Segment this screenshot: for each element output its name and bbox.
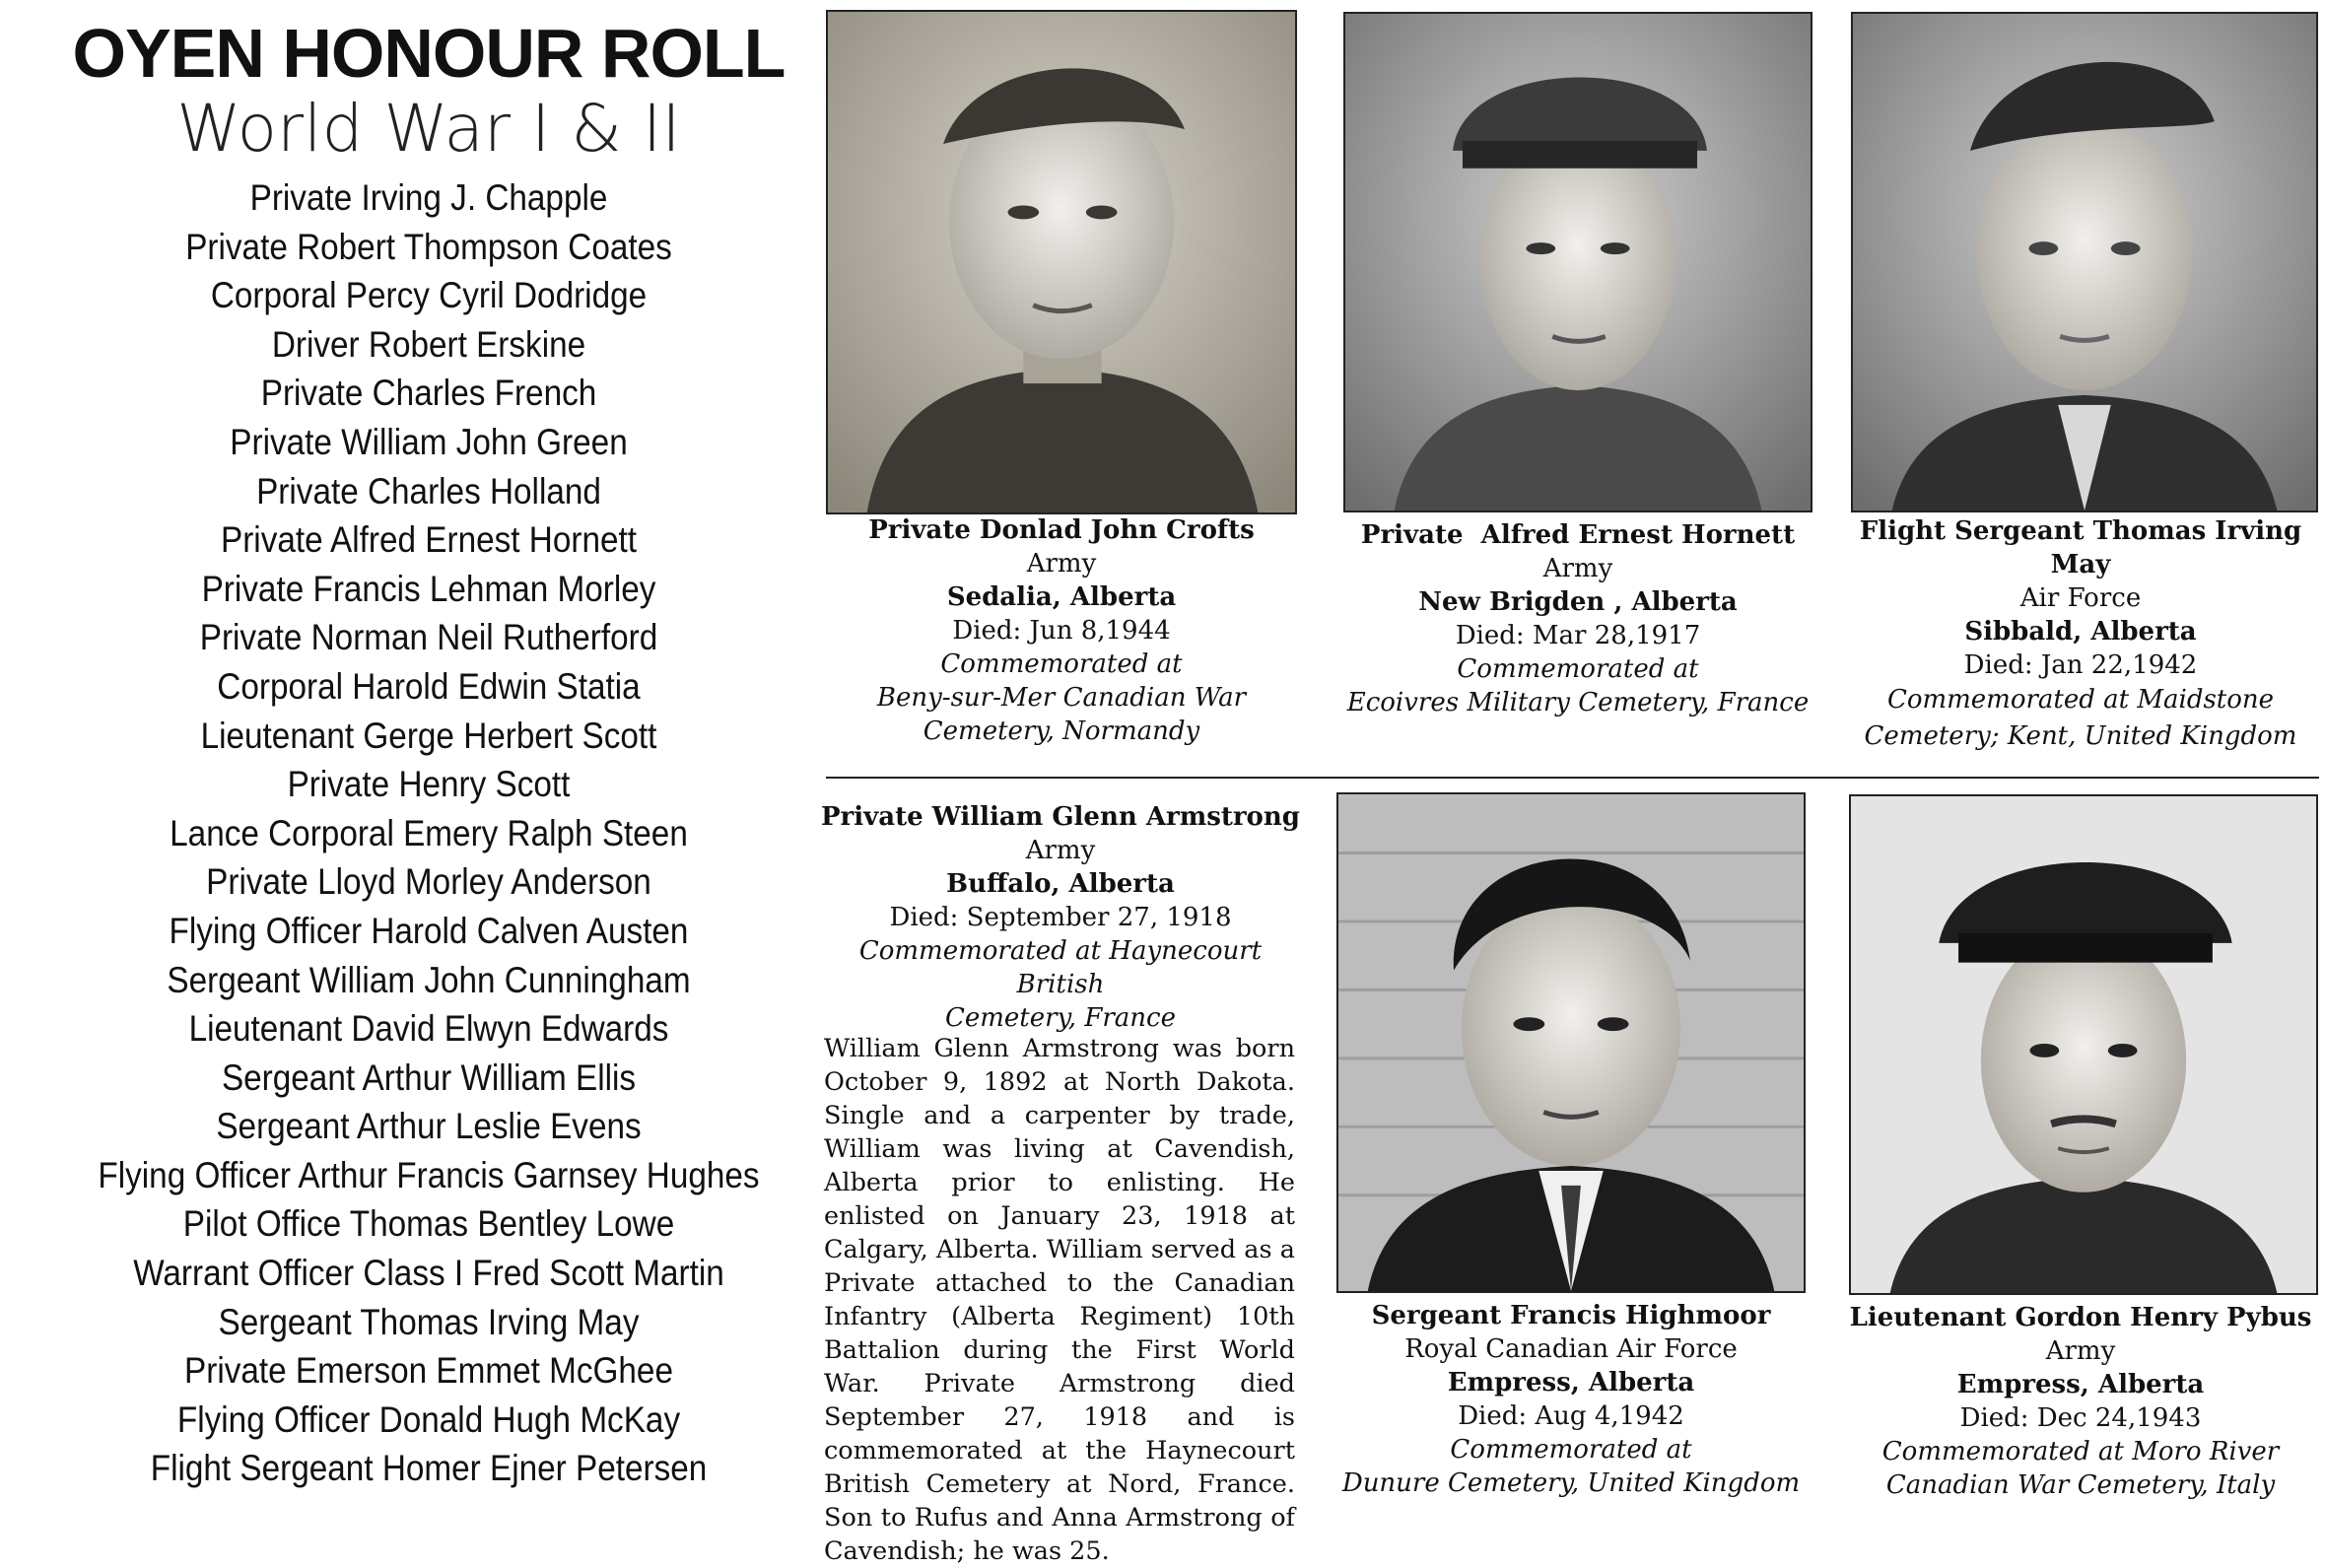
service-branch: Army: [1026, 549, 1097, 579]
hometown: Buffalo, Alberta: [946, 869, 1175, 899]
service-branch: Royal Canadian Air Force: [1404, 1334, 1738, 1364]
death-date: Died: Dec 24,1943: [1959, 1403, 2202, 1433]
list-item: Private Lloyd Morley Anderson: [206, 861, 651, 903]
commemoration: Dunure Cemetery, United Kingdom: [1341, 1468, 1801, 1498]
portrait-crofts: [826, 10, 1297, 514]
list-item: Lieutenant David Elwyn Edwards: [188, 1008, 669, 1050]
portrait-pybus: [1849, 794, 2318, 1295]
list-item: Private Henry Scott: [287, 764, 571, 805]
list-item: Sergeant Thomas Irving May: [218, 1301, 640, 1342]
list-item: Corporal Harold Edwin Statia: [217, 665, 641, 707]
commemoration: Cemetery, Normandy: [923, 716, 1200, 746]
honour-roll-list: [0, 173, 857, 1493]
soldier-name: Private Donlad John Crofts: [868, 515, 1255, 545]
soldier-name: Private Alfred Ernest Hornett: [1360, 520, 1796, 550]
soldier-name: Sergeant Francis Highmoor: [1371, 1301, 1771, 1330]
list-item: Private Alfred Ernest Hornett: [220, 519, 637, 561]
honour-roll-column: [0, 0, 857, 1513]
hometown: New Brigden , Alberta: [1418, 587, 1738, 617]
hometown: Sibbald, Alberta: [1964, 617, 2197, 647]
page-title: OYEN HONOUR ROLL: [72, 15, 786, 92]
death-date: Died: September 27, 1918: [889, 903, 1232, 932]
portrait-hornett: [1343, 12, 1812, 512]
commemoration: Commemorated at: [940, 649, 1183, 679]
death-date: Died: Aug 4,1942: [1458, 1401, 1684, 1431]
death-date: Died: Mar 28,1917: [1455, 621, 1701, 650]
service-branch: Army: [1542, 554, 1613, 583]
service-branch: Army: [1025, 836, 1096, 865]
list-item: Flying Officer Donald Hugh McKay: [176, 1398, 681, 1440]
commemoration: Commemorated at Maidstone: [1886, 685, 2275, 715]
commemoration: Cemetery, France: [944, 1003, 1176, 1033]
page-subtitle: World War I & II: [176, 91, 681, 167]
caption-highmoor: [1321, 1299, 1821, 1500]
list-item: Flight Sergeant Homer Ejner Petersen: [150, 1448, 708, 1489]
caption-pybus: [1839, 1301, 2322, 1502]
list-item: Sergeant Arthur William Ellis: [221, 1057, 637, 1098]
section-divider: [826, 777, 2319, 779]
service-branch: Air Force: [2019, 583, 2142, 613]
list-item: Corporal Percy Cyril Dodridge: [210, 275, 648, 316]
commemoration: Commemorated at Moro River: [1881, 1437, 2280, 1466]
soldier-name: Flight Sergeant Thomas Irving May: [1859, 516, 2302, 579]
hometown: Sedalia, Alberta: [946, 582, 1177, 612]
list-item: Warrant Officer Class I Fred Scott Martin: [133, 1253, 724, 1294]
commemoration: Canadian War Cemetery, Italy: [1885, 1470, 2276, 1500]
soldier-name: Lieutenant Gordon Henry Pybus: [1849, 1303, 2312, 1332]
list-item: Sergeant Arthur Leslie Evens: [216, 1106, 642, 1147]
list-item: Private Charles French: [260, 373, 597, 414]
list-item: Driver Robert Erskine: [271, 323, 586, 365]
caption-armstrong: [814, 800, 1307, 1035]
commemoration: Commemorated at: [1450, 1435, 1692, 1465]
soldier-name: Private William Glenn Armstrong: [821, 802, 1300, 832]
list-item: Lieutenant Gerge Herbert Scott: [200, 715, 657, 756]
list-item: Private Irving J. Chapple: [249, 177, 608, 218]
list-item: Private Norman Neil Rutherford: [199, 617, 658, 658]
list-item: Lance Corporal Emery Ralph Steen: [170, 812, 688, 853]
service-branch: Army: [2045, 1336, 2116, 1366]
commemoration: Commemorated at: [1457, 654, 1699, 684]
list-item: Sergeant William John Cunningham: [167, 959, 691, 1000]
caption-may: [1839, 514, 2322, 755]
list-item: Private Charles Holland: [256, 470, 601, 511]
list-item: Private Robert Thompson Coates: [185, 226, 672, 267]
caption-hornett: [1343, 518, 1812, 719]
hometown: Empress, Alberta: [1447, 1368, 1695, 1398]
list-item: Private William John Green: [230, 421, 628, 462]
commemoration: Beny-sur-Mer Canadian War: [876, 683, 1247, 713]
portrait-highmoor: [1336, 792, 1806, 1293]
caption-crofts: [826, 513, 1297, 748]
portrait-may: [1851, 12, 2318, 512]
list-item: Flying Officer Arthur Francis Garnsey Hughes: [98, 1154, 760, 1195]
death-date: Died: Jun 8,1944: [952, 616, 1171, 646]
list-item: Flying Officer Harold Calven Austen: [169, 910, 689, 951]
list-item: Pilot Office Thomas Bentley Lowe: [182, 1203, 675, 1245]
armstrong-biography: William Glenn Armstrong was born October 9, 1892 at North Dakota. Single and a carpenter by trade, William was living at Cavendish, Alberta prior to enlisting. He enlisted on January 23, 1918 at Calgary, Alberta. William served as a Private attached to the Canadian Infantry (Alberta Regiment) 10th Battalion during the First World War. Private Armstrong died September 27, 1918 and is commemorated at the Haynecourt British Cemetery at Nord, France. Son to Rufus and Anna Armstrong of Cavendish; he was 25.: [824, 1034, 1295, 1566]
list-item: Private Francis Lehman Morley: [201, 568, 656, 609]
hometown: Empress, Alberta: [1956, 1370, 2205, 1399]
death-date: Died: Jan 22,1942: [1963, 650, 2198, 680]
commemoration: Cemetery; Kent, United Kingdom: [1864, 721, 2297, 751]
commemoration: Commemorated at Haynecourt British: [858, 936, 1263, 999]
commemoration: Ecoivres Military Cemetery, France: [1346, 688, 1810, 717]
list-item: Private Emerson Emmet McGhee: [184, 1350, 673, 1392]
